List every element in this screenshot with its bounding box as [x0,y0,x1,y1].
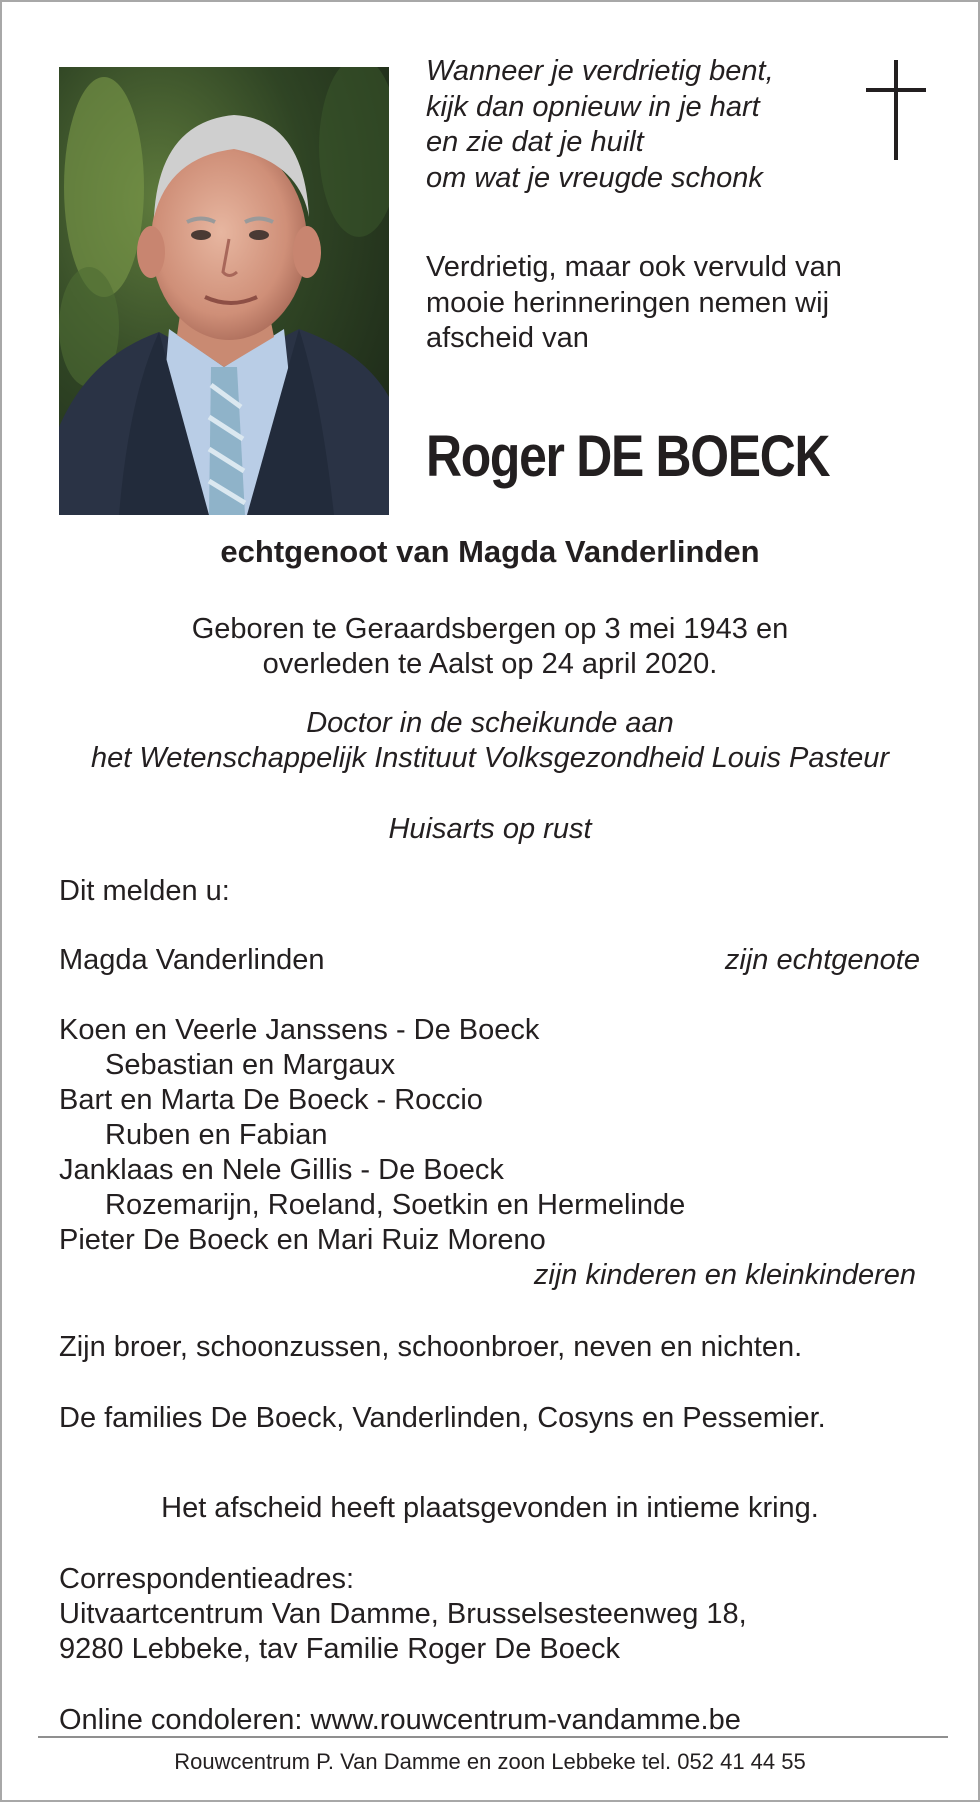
grandchildren: Sebastian en Margaux [105,1049,396,1081]
poem-line: kijk dan opnieuw in je hart [426,90,760,123]
intro-line: afscheid van [426,322,589,354]
retired-line: Huisarts op rust [388,813,592,845]
poem-line: om wat je vreugde schonk [426,161,763,194]
online-condolence-link[interactable]: Online condoleren: www.rouwcentrum-vandamme.be [59,1704,741,1736]
correspondence-address: Uitvaartcentrum Van Damme, Brusselsesteenweg 18, [59,1598,747,1630]
cross-icon [866,60,926,160]
spouse-relation: zijn echtgenote [724,944,920,976]
grandchildren: Rozemarijn, Roeland, Soetkin en Hermelinde [105,1189,686,1221]
farewell-line: Het afscheid heeft plaatsgevonden in intieme kring. [161,1492,819,1524]
deceased-name: Roger DE BOECK [426,424,830,489]
footer-text: Rouwcentrum P. Van Damme en zoon Lebbeke tel. 052 41 44 55 [174,1749,806,1774]
siblings-line: Zijn broer, schoonzussen, schoonbroer, neven en nichten. [59,1331,803,1363]
child-family: Janklaas en Nele Gillis - De Boeck [59,1154,504,1186]
child-family: Bart en Marta De Boeck - Roccio [59,1084,483,1116]
poem-line: Wanneer je verdrietig bent, [426,55,774,87]
announce-label: Dit melden u: [59,875,230,907]
spouse-line: echtgenoot van Magda Vanderlinden [220,534,760,569]
profession-line: Doctor in de scheikunde aan [306,707,674,739]
child-family: Pieter De Boeck en Mari Ruiz Moreno [59,1224,546,1256]
families-line: De families De Boeck, Vanderlinden, Cosyns en Pessemier. [59,1402,826,1434]
children-relation: zijn kinderen en kleinkinderen [533,1259,916,1291]
child-family: Koen en Veerle Janssens - De Boeck [59,1014,540,1046]
spouse-name: Magda Vanderlinden [59,944,325,976]
correspondence-label: Correspondentieadres: [59,1563,355,1595]
grandchildren: Ruben en Fabian [105,1119,328,1151]
portrait-photo [59,67,389,515]
profession-line: het Wetenschappelijk Instituut Volksgezondheid Louis Pasteur [91,742,889,774]
intro-line: Verdrietig, maar ook vervuld van [426,251,842,283]
birth-line: Geboren te Geraardsbergen op 3 mei 1943 en [191,613,789,645]
intro-line: mooie herinneringen nemen wij [426,286,830,319]
death-line: overleden te Aalst op 24 april 2020. [262,648,718,680]
poem-line: en zie dat je huilt [426,126,644,158]
poem [426,54,774,196]
intro-text [426,250,842,357]
correspondence-address: 9280 Lebbeke, tav Familie Roger De Boeck [59,1633,620,1665]
footer-divider [38,1736,948,1738]
